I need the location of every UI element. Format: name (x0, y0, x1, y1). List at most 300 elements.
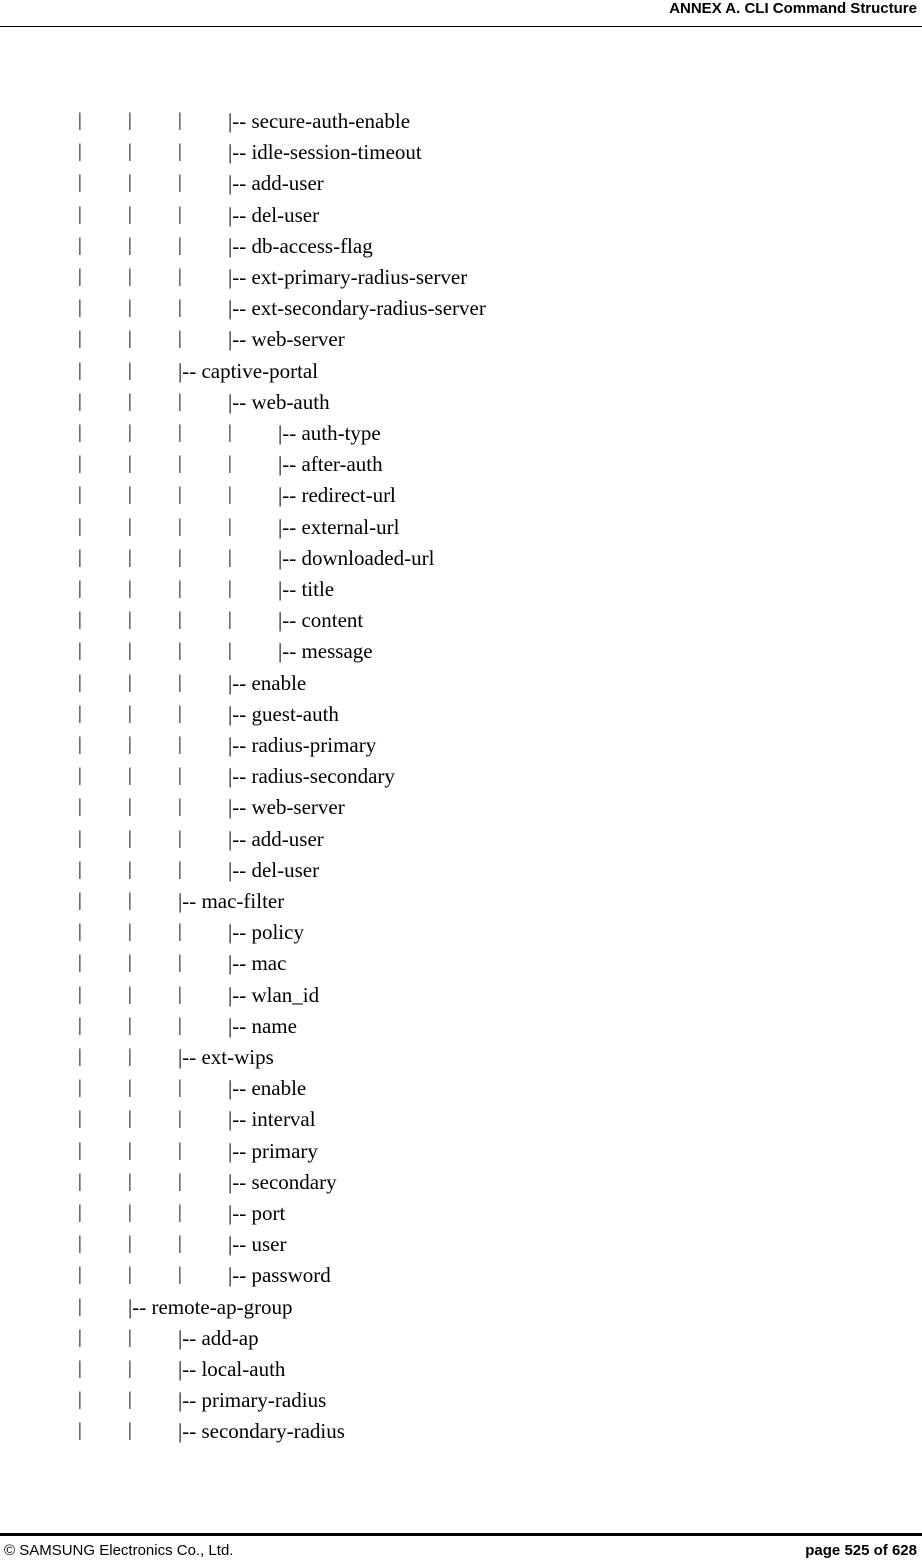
tree-connector: | (128, 1046, 132, 1067)
tree-connector: | (78, 453, 82, 475)
tree-branch: |-- (228, 202, 252, 227)
tree-branch: |-- (278, 545, 302, 570)
tree-connector: | (78, 765, 82, 787)
tree-connector: | (78, 1202, 82, 1223)
tree-row (0, 1076, 900, 1100)
tree-connector: | (78, 359, 82, 381)
tree-node-label (228, 234, 373, 258)
tree-connector: | (128, 1170, 132, 1192)
command-name: name (251, 1013, 297, 1038)
tree-connector: | (128, 702, 132, 724)
tree-branch: |-- (228, 389, 252, 414)
command-name: captive-portal (201, 358, 319, 383)
tree-branch: |-- (228, 1169, 252, 1194)
tree-branch: |-- (228, 1076, 252, 1101)
tree-row (0, 546, 900, 570)
tree-node-label (228, 920, 304, 944)
tree-connector: | (178, 1202, 182, 1223)
tree-connector: | (178, 1233, 182, 1255)
tree-connector: | (228, 422, 232, 443)
tree-branch: |-- (178, 889, 202, 913)
tree-connector: | (178, 328, 182, 350)
tree-connector: | (178, 983, 182, 1005)
tree-row (0, 858, 900, 882)
command-name: enable (251, 1076, 307, 1101)
tree-connector: | (178, 609, 182, 631)
tree-connector: | (178, 266, 182, 287)
tree-connector: | (128, 546, 132, 568)
tree-connector: | (78, 1264, 82, 1286)
tree-branch: |-- (278, 483, 302, 508)
tree-connector: | (128, 671, 132, 693)
tree-connector: | (228, 578, 232, 599)
tree-node-label (278, 639, 373, 663)
tree-connector: | (128, 1264, 132, 1286)
command-name: title (301, 577, 335, 601)
tree-branch: |-- (228, 857, 252, 882)
tree-connector: | (128, 328, 132, 350)
command-name: del-user (251, 202, 320, 227)
command-name: auth-type (301, 421, 381, 445)
command-name: db-access-flag (251, 233, 373, 258)
tree-connector: | (128, 796, 132, 818)
tree-connector: | (178, 671, 182, 693)
tree-row (0, 1388, 900, 1412)
tree-row (0, 515, 900, 539)
tree-connector: | (178, 390, 182, 412)
command-name: port (251, 1201, 286, 1225)
tree-branch: |-- (228, 1232, 252, 1257)
tree-node-label (278, 452, 383, 476)
tree-connector: | (128, 1326, 132, 1348)
command-name: add-ap (201, 1325, 259, 1350)
tree-connector: | (78, 609, 82, 631)
tree-connector: | (128, 734, 132, 755)
tree-node-label (178, 1388, 326, 1412)
tree-row (0, 951, 900, 975)
tree-connector: | (178, 453, 182, 475)
tree-row (0, 827, 900, 851)
tree-node-label (228, 951, 286, 975)
tree-connector: | (78, 1389, 82, 1411)
command-name: after-auth (301, 452, 383, 477)
tree-node-label (278, 577, 334, 601)
tree-node-label (178, 1326, 259, 1350)
command-name: web-server (251, 795, 345, 820)
tree-connector: | (128, 609, 132, 631)
tree-node-label (278, 483, 396, 507)
command-name: downloaded-url (301, 545, 435, 570)
tree-connector: | (228, 453, 232, 475)
tree-branch: |-- (228, 1138, 252, 1163)
tree-branch: |-- (278, 577, 302, 601)
tree-connector: | (78, 266, 82, 287)
tree-connector: | (128, 390, 132, 412)
tree-row (0, 140, 900, 164)
tree-node-label (228, 390, 330, 414)
tree-node-label (228, 1076, 306, 1100)
tree-branch: |-- (178, 1419, 202, 1444)
tree-connector: | (78, 640, 82, 662)
tree-connector: | (128, 141, 132, 163)
tree-connector: | (128, 484, 132, 506)
command-name: guest-auth (251, 701, 339, 726)
command-name: remote-ap-group (151, 1294, 293, 1319)
command-name: add-user (251, 826, 324, 851)
tree-row (0, 1014, 900, 1038)
tree-connector: | (128, 890, 132, 911)
tree-connector: | (178, 1139, 182, 1161)
tree-row (0, 390, 900, 414)
tree-row (0, 452, 900, 476)
tree-connector: | (128, 1358, 132, 1379)
tree-connector: | (128, 453, 132, 475)
command-name: ext-primary-radius-server (251, 265, 468, 289)
tree-node-label (228, 1232, 286, 1256)
tree-connector: | (178, 640, 182, 662)
tree-connector: | (128, 1233, 132, 1255)
tree-connector: | (78, 1170, 82, 1192)
tree-connector: | (78, 1014, 82, 1036)
tree-connector: | (178, 297, 182, 319)
tree-row (0, 1170, 900, 1194)
tree-connector: | (178, 546, 182, 568)
tree-node-label (228, 827, 324, 851)
tree-row (0, 234, 900, 258)
tree-node-label (228, 296, 486, 320)
tree-row (0, 1326, 900, 1350)
tree-connector: | (128, 921, 132, 943)
tree-node-label (228, 203, 319, 227)
tree-node-label (228, 1107, 316, 1131)
command-name: wlan_id (251, 982, 320, 1007)
command-name: ext-wips (201, 1045, 274, 1069)
tree-connector: | (178, 172, 182, 194)
tree-connector: | (178, 1264, 182, 1286)
tree-connector: | (78, 172, 82, 194)
tree-row (0, 203, 900, 227)
tree-branch: |-- (228, 171, 252, 196)
tree-node-label (178, 1045, 274, 1069)
tree-row (0, 1419, 900, 1443)
tree-row (0, 1201, 900, 1225)
tree-branch: |-- (278, 421, 302, 445)
tree-branch: |-- (278, 639, 302, 664)
tree-node-label (228, 702, 339, 726)
tree-connector: | (78, 921, 82, 943)
tree-branch: |-- (228, 1107, 252, 1132)
tree-connector: | (128, 1202, 132, 1223)
tree-branch: |-- (228, 109, 252, 133)
tree-branch: |-- (178, 1325, 202, 1350)
tree-connector: | (228, 609, 232, 631)
tree-row (0, 889, 900, 913)
tree-branch: |-- (228, 982, 252, 1007)
command-name: local-auth (201, 1357, 286, 1381)
tree-row (0, 421, 900, 445)
tree-node-label (228, 1263, 331, 1287)
tree-row (0, 639, 900, 663)
tree-connector: | (128, 266, 132, 287)
footer-divider (0, 1533, 922, 1536)
tree-row (0, 577, 900, 601)
tree-connector: | (128, 827, 132, 849)
tree-row (0, 671, 900, 695)
tree-branch: |-- (228, 920, 252, 945)
tree-node-label (228, 327, 345, 351)
tree-node-label (228, 109, 410, 133)
footer-copyright: © SAMSUNG Electronics Co., Ltd. (4, 1542, 234, 1559)
tree-connector: | (128, 858, 132, 880)
tree-connector: | (178, 515, 182, 537)
tree-connector: | (78, 796, 82, 818)
tree-row (0, 483, 900, 507)
tree-connector: | (228, 515, 232, 537)
tree-connector: | (178, 1108, 182, 1130)
tree-row (0, 265, 900, 289)
command-name: message (301, 639, 373, 664)
tree-connector: | (178, 110, 182, 131)
tree-connector: | (128, 172, 132, 194)
tree-connector: | (78, 858, 82, 880)
tree-connector: | (78, 1326, 82, 1348)
tree-row (0, 920, 900, 944)
tree-connector: | (178, 1014, 182, 1036)
tree-row (0, 702, 900, 726)
tree-row (0, 109, 900, 133)
tree-connector: | (78, 890, 82, 911)
tree-branch: |-- (228, 951, 252, 976)
tree-branch: |-- (228, 327, 252, 352)
tree-node-label (178, 889, 284, 913)
tree-row (0, 359, 900, 383)
tree-connector: | (128, 1108, 132, 1130)
tree-node-label (228, 1170, 337, 1194)
tree-node-label (278, 546, 434, 570)
tree-connector: | (128, 297, 132, 319)
tree-connector: | (178, 734, 182, 755)
tree-row (0, 296, 900, 320)
tree-branch: |-- (228, 233, 252, 258)
tree-connector: | (128, 234, 132, 256)
tree-connector: | (78, 1295, 82, 1317)
tree-connector: | (128, 1077, 132, 1099)
tree-branch: |-- (178, 1357, 202, 1381)
tree-node-label (178, 359, 318, 383)
tree-row (0, 733, 900, 757)
tree-connector: | (78, 1077, 82, 1099)
command-name: content (301, 608, 364, 633)
tree-branch: |-- (228, 1013, 252, 1038)
tree-connector: | (78, 110, 82, 131)
tree-connector: | (228, 484, 232, 506)
tree-connector: | (78, 827, 82, 849)
command-name: enable (251, 670, 307, 695)
tree-row (0, 1263, 900, 1287)
tree-branch: |-- (178, 1388, 202, 1413)
tree-connector: | (178, 702, 182, 724)
tree-connector: | (128, 515, 132, 537)
command-name: secure-auth-enable (251, 109, 411, 133)
tree-connector: | (128, 640, 132, 662)
tree-branch: |-- (178, 1045, 202, 1069)
tree-connector: | (78, 546, 82, 568)
command-name: primary (251, 1138, 318, 1163)
tree-node-label (278, 421, 381, 445)
command-name: policy (251, 920, 304, 945)
tree-node-label (228, 671, 306, 695)
tree-branch: |-- (228, 826, 252, 851)
tree-connector: | (178, 141, 182, 163)
tree-connector: | (228, 546, 232, 568)
tree-node-label (228, 1014, 297, 1038)
command-name: mac (251, 951, 287, 976)
tree-branch: |-- (228, 764, 252, 789)
tree-connector: | (78, 203, 82, 225)
tree-node-label (278, 515, 399, 539)
tree-row (0, 764, 900, 788)
tree-node-label (228, 858, 319, 882)
command-name: add-user (251, 171, 324, 196)
tree-connector: | (78, 671, 82, 693)
command-name: secondary-radius (201, 1419, 345, 1444)
tree-connector: | (128, 765, 132, 787)
tree-row (0, 1295, 900, 1319)
command-name: external-url (301, 514, 400, 539)
tree-connector: | (178, 858, 182, 880)
tree-branch: |-- (228, 795, 252, 820)
tree-connector: | (78, 1420, 82, 1442)
command-name: secondary (251, 1169, 337, 1194)
tree-row (0, 1045, 900, 1069)
tree-connector: | (78, 484, 82, 506)
tree-connector: | (178, 952, 182, 974)
tree-connector: | (128, 952, 132, 974)
command-name: user (251, 1232, 287, 1257)
tree-connector: | (128, 1389, 132, 1411)
tree-branch: |-- (228, 265, 252, 289)
tree-connector: | (178, 234, 182, 256)
tree-connector: | (78, 1139, 82, 1161)
tree-row (0, 1107, 900, 1131)
tree-connector: | (78, 234, 82, 256)
tree-connector: | (178, 921, 182, 943)
command-name: radius-secondary (251, 764, 395, 789)
tree-connector: | (228, 640, 232, 662)
page-header-title: ANNEX A. CLI Command Structure (669, 0, 917, 17)
tree-connector: | (78, 422, 82, 443)
tree-connector: | (78, 1358, 82, 1379)
command-name: idle-session-timeout (251, 140, 422, 165)
footer-page-number: page 525 of 628 (805, 1542, 917, 1559)
tree-node-label (228, 795, 345, 819)
tree-connector: | (178, 578, 182, 599)
tree-branch: |-- (228, 733, 252, 757)
tree-branch: |-- (278, 514, 302, 539)
tree-branch: |-- (278, 608, 302, 633)
tree-row (0, 1357, 900, 1381)
tree-node-label (178, 1419, 345, 1443)
tree-node-label (228, 265, 467, 289)
tree-connector: | (78, 390, 82, 412)
tree-connector: | (128, 983, 132, 1005)
tree-connector: | (128, 1420, 132, 1442)
tree-node-label (178, 1357, 285, 1381)
tree-branch: |-- (128, 1294, 152, 1319)
tree-connector: | (78, 328, 82, 350)
tree-connector: | (78, 1233, 82, 1255)
command-name: interval (251, 1107, 316, 1132)
command-name: web-server (251, 327, 345, 352)
command-name: mac-filter (201, 889, 285, 913)
tree-connector: | (128, 1014, 132, 1036)
tree-row (0, 608, 900, 632)
tree-connector: | (78, 734, 82, 755)
tree-connector: | (78, 952, 82, 974)
tree-connector: | (78, 297, 82, 319)
tree-connector: | (128, 422, 132, 443)
tree-branch: |-- (178, 358, 202, 383)
tree-node-label (228, 1201, 285, 1225)
tree-connector: | (128, 578, 132, 599)
tree-connector: | (178, 1170, 182, 1192)
command-name: del-user (251, 857, 320, 882)
tree-node-label (128, 1295, 293, 1319)
tree-row (0, 1232, 900, 1256)
tree-connector: | (78, 1046, 82, 1067)
tree-node-label (228, 140, 422, 164)
tree-branch: |-- (228, 670, 252, 695)
tree-node-label (228, 171, 324, 195)
tree-row (0, 171, 900, 195)
command-name: password (251, 1263, 331, 1288)
command-name: radius-primary (251, 733, 377, 757)
tree-branch: |-- (278, 452, 302, 477)
tree-node-label (228, 1139, 318, 1163)
tree-connector: | (178, 422, 182, 443)
command-name: web-auth (251, 389, 330, 414)
tree-node-label (228, 733, 376, 757)
tree-connector: | (78, 578, 82, 599)
command-name: primary-radius (201, 1388, 327, 1413)
tree-branch: |-- (228, 140, 252, 165)
tree-branch: |-- (228, 296, 252, 321)
tree-connector: | (178, 484, 182, 506)
tree-row (0, 327, 900, 351)
tree-connector: | (128, 359, 132, 381)
tree-branch: |-- (228, 701, 252, 726)
command-name: redirect-url (301, 483, 396, 508)
tree-row (0, 795, 900, 819)
tree-connector: | (128, 203, 132, 225)
tree-connector: | (78, 1108, 82, 1130)
tree-branch: |-- (228, 1263, 252, 1288)
tree-connector: | (178, 827, 182, 849)
tree-connector: | (78, 515, 82, 537)
tree-connector: | (78, 702, 82, 724)
tree-connector: | (178, 765, 182, 787)
tree-branch: |-- (228, 1201, 252, 1225)
tree-node-label (228, 983, 319, 1007)
tree-connector: | (128, 110, 132, 131)
header-divider (0, 26, 922, 27)
tree-connector: | (178, 796, 182, 818)
tree-row (0, 1139, 900, 1163)
tree-node-label (228, 764, 395, 788)
tree-connector: | (178, 1077, 182, 1099)
tree-connector: | (78, 141, 82, 163)
tree-connector: | (78, 983, 82, 1005)
